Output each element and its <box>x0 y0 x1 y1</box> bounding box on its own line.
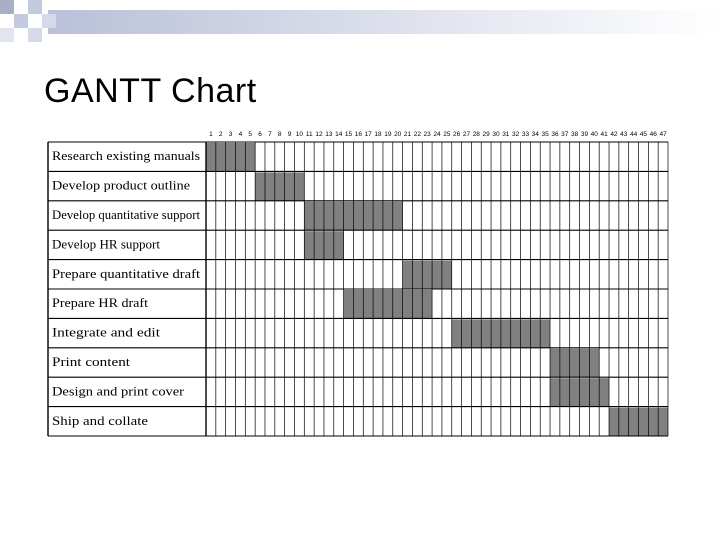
tick-label: 31 <box>502 131 510 138</box>
tick-label: 3 <box>228 131 233 138</box>
task-label: Ship and collate <box>52 412 149 428</box>
tick-label: 10 <box>295 131 304 138</box>
tick-label: 13 <box>325 131 333 138</box>
deco-square <box>0 0 14 14</box>
deco-square <box>42 14 56 28</box>
task-label: Develop quantitative support <box>52 207 201 223</box>
tick-label: 12 <box>315 131 323 138</box>
deco-square <box>0 28 14 42</box>
deco-square <box>28 0 42 14</box>
tick-label: 8 <box>277 131 282 138</box>
tick-label: 37 <box>561 131 569 138</box>
tick-label: 2 <box>218 131 223 138</box>
task-label: Print content <box>52 354 131 370</box>
tick-label: 27 <box>462 131 471 138</box>
tick-label: 44 <box>629 131 638 138</box>
tick-label: 7 <box>268 131 272 138</box>
tick-label: 29 <box>482 131 490 138</box>
header-gradient-band <box>48 10 720 34</box>
tick-label: 40 <box>590 131 598 138</box>
tick-label: 20 <box>394 131 402 138</box>
task-label: Develop product outline <box>52 177 191 193</box>
task-bar <box>255 172 304 200</box>
tick-label: 22 <box>413 131 421 138</box>
tick-label: 9 <box>287 131 292 138</box>
task-label: Integrate and edit <box>52 324 161 340</box>
tick-label: 46 <box>649 131 657 138</box>
tick-label: 33 <box>521 131 530 138</box>
tick-label: 17 <box>364 131 372 138</box>
tick-label: 6 <box>258 131 262 138</box>
task-label: Develop HR support <box>52 236 161 252</box>
tick-label: 30 <box>492 131 500 138</box>
tick-label: 26 <box>453 131 461 138</box>
deco-square <box>14 14 28 28</box>
tick-label: 24 <box>433 131 441 138</box>
tick-label: 39 <box>580 131 589 138</box>
tick-label: 38 <box>570 131 579 138</box>
tick-label: 21 <box>403 131 412 138</box>
tick-label: 11 <box>305 131 313 138</box>
tick-label: 15 <box>344 131 353 138</box>
tick-label: 25 <box>443 131 451 138</box>
tick-label: 19 <box>384 131 392 138</box>
task-labels <box>52 148 200 428</box>
task-bar <box>403 261 452 289</box>
task-bar <box>206 143 255 171</box>
gantt-chart <box>44 124 674 444</box>
deco-square <box>28 28 42 42</box>
tick-label: 32 <box>512 131 520 138</box>
slide-title: GANTT Chart <box>44 72 257 110</box>
tick-labels <box>209 131 667 138</box>
tick-label: 36 <box>551 131 559 138</box>
tick-label: 35 <box>541 131 549 138</box>
tick-label: 5 <box>248 131 253 138</box>
tick-label: 1 <box>209 131 213 138</box>
task-label: Design and print cover <box>52 383 185 399</box>
task-bar <box>344 290 432 318</box>
tick-label: 45 <box>639 131 648 138</box>
tick-label: 23 <box>423 131 431 138</box>
tick-label: 18 <box>374 131 382 138</box>
header-decoration <box>0 0 720 46</box>
tick-label: 42 <box>610 131 618 138</box>
tick-label: 41 <box>600 131 608 138</box>
task-bar <box>550 349 599 377</box>
task-label: Research existing manuals <box>52 148 200 164</box>
tick-label: 14 <box>335 131 343 138</box>
tick-label: 28 <box>472 131 480 138</box>
tick-label: 47 <box>659 131 667 138</box>
task-label: Prepare HR draft <box>52 295 149 311</box>
tick-label: 16 <box>354 131 362 138</box>
tick-label: 4 <box>238 131 243 138</box>
task-label: Prepare quantitative draft <box>52 265 201 281</box>
tick-label: 43 <box>620 131 628 138</box>
tick-label: 34 <box>531 131 539 138</box>
